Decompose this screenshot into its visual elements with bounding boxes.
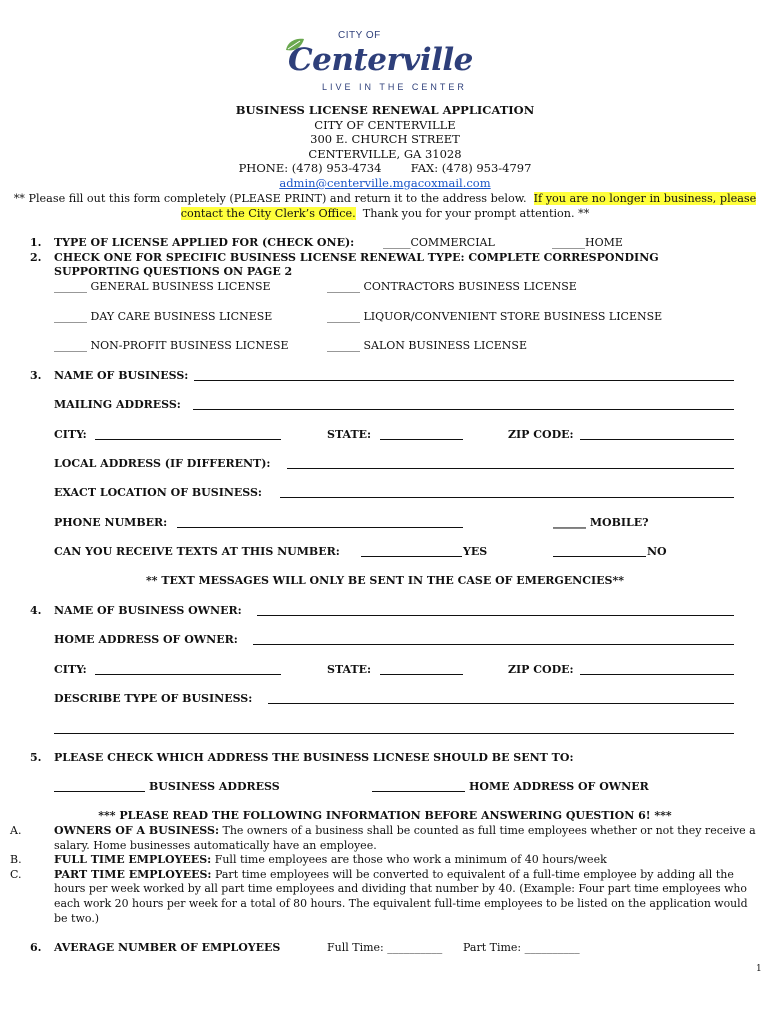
exact-location-label: EXACT LOCATION OF BUSINESS: (54, 486, 262, 499)
business-address-option: BUSINESS ADDRESS (149, 780, 280, 793)
mailing-address-field[interactable] (193, 398, 734, 410)
q2-line2: SUPPORTING QUESTIONS ON PAGE 2 (54, 265, 293, 278)
owner-name-label: NAME OF BUSINESS OWNER: (54, 604, 242, 617)
texts-no-label: NO (647, 545, 667, 558)
texts-yes-label: YES (463, 545, 488, 558)
local-address-field[interactable] (287, 457, 734, 469)
item-b-title: FULL TIME EMPLOYEES: (54, 853, 212, 867)
texts-notice: ** TEXT MESSAGES WILL ONLY BE SENT IN THE CASE OF EMERGENCIES** (146, 574, 624, 587)
zip-label: ZIP CODE: (508, 428, 574, 441)
local-address-label: LOCAL ADDRESS (IF DIFFERENT): (54, 457, 271, 470)
zip-field[interactable] (580, 428, 734, 440)
city-field[interactable] (95, 428, 281, 440)
page-number: 1 (756, 964, 762, 974)
closing-notice-highlight: If you are no longer in business, please (533, 192, 757, 205)
nonprofit-option[interactable]: ______ NON-PROFIT BUSINESS LICNESE (54, 339, 289, 352)
daycare-option[interactable]: ______ DAY CARE BUSINESS LICNESE (54, 310, 273, 323)
business-type-label: DESCRIBE TYPE OF BUSINESS: (54, 692, 253, 705)
instructions: ** Please fill out this form completely (PLEASE PRINT) and return it to the address below. If you are no longer in business, please contact the City Clerk’s Office. Thank you for your prompt attention. ** (13, 192, 757, 220)
mobile-option[interactable]: ______ MOBILE? (553, 516, 649, 529)
item-c-text: Part time employees will be converted to equivalent of a full-time employee by adding all the (214, 867, 734, 881)
owner-city-label: CITY: (54, 663, 87, 676)
q5-label: PLEASE CHECK WHICH ADDRESS THE BUSINESS LICNESE SHOULD BE SENT TO: (54, 751, 574, 764)
business-type-field-line2[interactable] (54, 722, 734, 734)
business-name-field[interactable] (194, 369, 734, 381)
city-logo (280, 30, 495, 98)
owner-city-field[interactable] (95, 663, 281, 675)
general-business-option[interactable]: ______ GENERAL BUSINESS LICENSE (54, 280, 271, 293)
business-name-label: NAME OF BUSINESS: (54, 369, 189, 382)
home-address-blank[interactable] (372, 780, 465, 792)
street-address: 300 E. CHURCH STREET (310, 132, 460, 147)
item-b-text: Full time employees are those who work a minimum of 40 hours/week (214, 853, 607, 867)
logo-city-of: CITY OF (338, 30, 381, 41)
item-c-text-3: each work 20 hours per week for a total of 80 hours. The equivalent full-time employees to be listed on the application would (54, 897, 748, 910)
item-a-letter: A. (10, 824, 22, 837)
business-address-blank[interactable] (54, 780, 145, 792)
owner-address-label: HOME ADDRESS OF OWNER: (54, 633, 238, 646)
owner-state-label: STATE: (327, 663, 372, 676)
home-option[interactable]: ______HOME (552, 236, 623, 249)
item-c-text-4: be two.) (54, 911, 100, 925)
fax-number: FAX: (478) 953-4797 (410, 161, 532, 176)
email-link[interactable]: admin@centerville.mgacoxmail.com (279, 175, 491, 190)
owner-zip-label: ZIP CODE: (508, 663, 574, 676)
item-a-text: The owners of a business shall be counted as full time employees whether or not they receive a (222, 824, 756, 837)
texts-label: CAN YOU RECEIVE TEXTS AT THIS NUMBER: (54, 545, 340, 558)
q1-label: TYPE OF LICENSE APPLIED FOR (CHECK ONE): (54, 236, 355, 249)
state-field[interactable] (380, 428, 463, 440)
home-address-option: HOME ADDRESS OF OWNER (469, 780, 649, 793)
phone-number: PHONE: (478) 953-4734 (238, 161, 382, 176)
item-a-text-2: salary. Home businesses automatically have an employee. (54, 838, 377, 852)
owner-state-field[interactable] (380, 663, 463, 675)
q2-number: 2. (30, 251, 42, 264)
city-state-zip: CENTERVILLE, GA 31028 (308, 146, 462, 161)
logo-name: Centerville (288, 42, 473, 78)
phone-field[interactable] (177, 516, 463, 528)
state-label: STATE: (327, 428, 372, 441)
item-a-title: OWNERS OF A BUSINESS: (54, 824, 219, 837)
q6-number: 6. (30, 941, 42, 954)
business-type-field[interactable] (268, 692, 734, 704)
q1-number: 1. (30, 236, 42, 249)
commercial-option[interactable]: _____COMMERCIAL (383, 236, 495, 249)
mailing-address-label: MAILING ADDRESS: (54, 398, 181, 411)
owner-name-field[interactable] (257, 604, 734, 616)
q2-line1: CHECK ONE FOR SPECIFIC BUSINESS LICENSE RENEWAL TYPE: COMPLETE CORRESPONDING (54, 251, 659, 264)
phone-label: PHONE NUMBER: (54, 516, 168, 529)
texts-no-blank[interactable] (553, 545, 646, 557)
owner-address-field[interactable] (253, 633, 734, 645)
item-c-text-2: hours per week worked by all part time employees and dividing that number by 40. (Example: Four part time employees who (54, 882, 747, 896)
q6-label: AVERAGE NUMBER OF EMPLOYEES (54, 941, 281, 954)
item-b-letter: B. (10, 853, 22, 867)
salon-option[interactable]: ______ SALON BUSINESS LICENSE (327, 339, 527, 352)
item-c-title: PART TIME EMPLOYEES: (54, 867, 212, 881)
info-heading: *** PLEASE READ THE FOLLOWING INFORMATION BEFORE ANSWERING QUESTION 6! *** (98, 809, 672, 822)
liquor-store-option[interactable]: ______ LIQUOR/CONVENIENT STORE BUSINESS LICENSE (327, 310, 663, 323)
org-name: CITY OF CENTERVILLE (314, 117, 456, 132)
item-c-letter: C. (10, 867, 22, 881)
q4-number: 4. (30, 604, 42, 617)
q5-number: 5. (30, 751, 42, 764)
q3-number: 3. (30, 369, 42, 382)
logo-tagline: LIVE IN THE CENTER (322, 82, 467, 92)
owner-zip-field[interactable] (580, 663, 734, 675)
part-time-field[interactable]: Part Time: __________ (463, 941, 580, 954)
city-label: CITY: (54, 428, 87, 441)
exact-location-field[interactable] (280, 486, 734, 498)
texts-yes-blank[interactable] (361, 545, 462, 557)
form-title: BUSINESS LICENSE RENEWAL APPLICATION (235, 103, 535, 117)
contractors-option[interactable]: ______ CONTRACTORS BUSINESS LICENSE (327, 280, 577, 293)
full-time-field[interactable]: Full Time: __________ (327, 941, 443, 954)
